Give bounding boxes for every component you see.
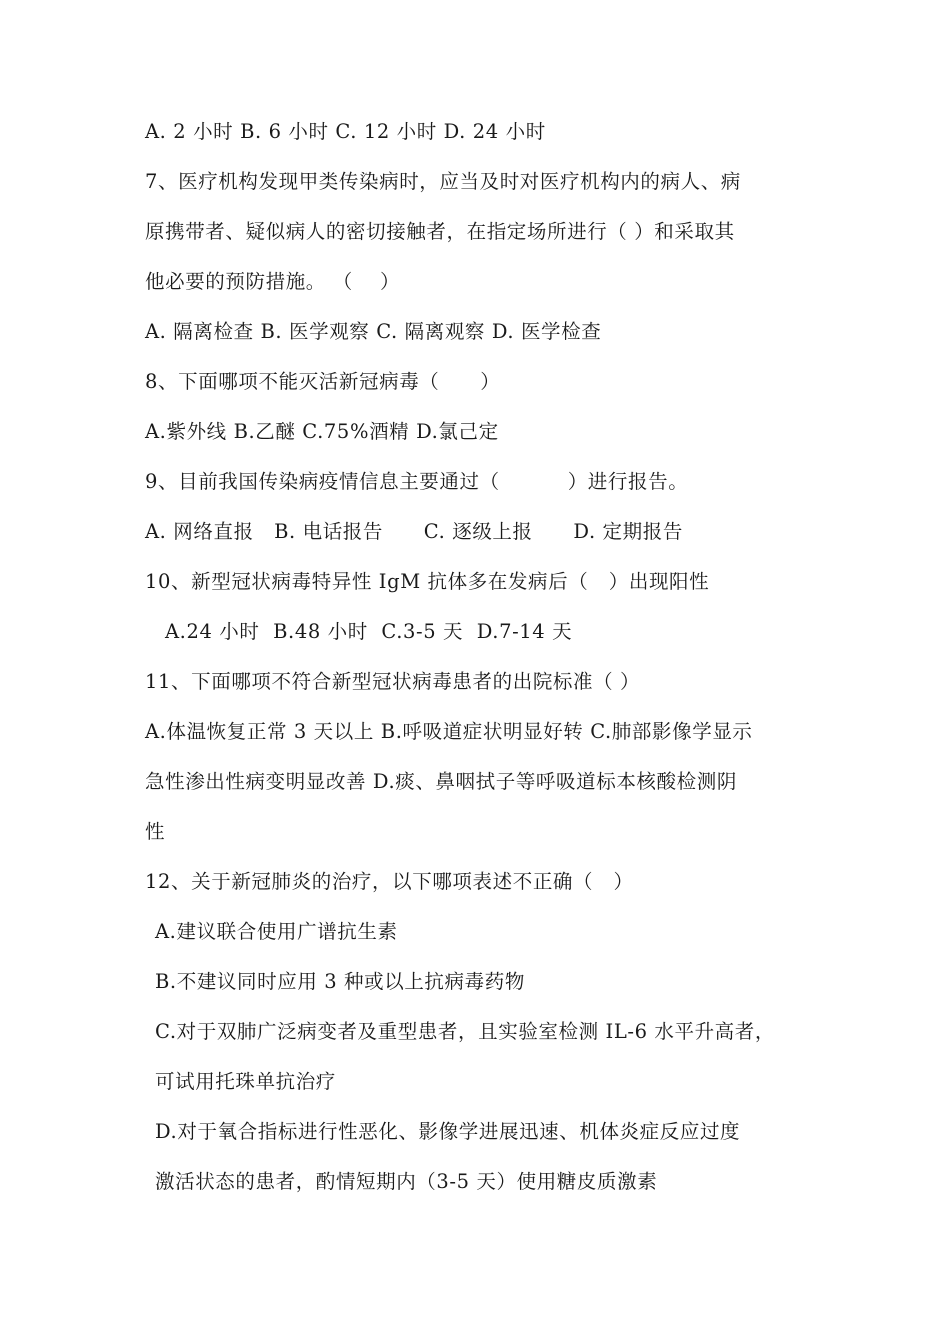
q12-option-b: B.不建议同时应用 3 种或以上抗病毒药物: [155, 970, 525, 993]
q12-option-c-line-2: 可试用托珠单抗治疗: [155, 1070, 336, 1093]
q7-stem-line-3: 他必要的预防措施。 （ ）: [145, 270, 401, 293]
q11-stem: 11、下面哪项不符合新型冠状病毒患者的出院标准（ ）: [145, 670, 641, 693]
q11-options-line-1: A.体温恢复正常 3 天以上 B.呼吸道症状明显好转 C.肺部影像学显示: [145, 720, 753, 743]
q9-options: A. 网络直报 B. 电话报告 C. 逐级上报 D. 定期报告: [145, 520, 683, 543]
q7-options: A. 隔离检查 B. 医学观察 C. 隔离观察 D. 医学检查: [145, 320, 602, 343]
q10-options: A.24 小时 B.48 小时 C.3-5 天 D.7-14 天: [165, 620, 573, 643]
q12-option-a: A.建议联合使用广谱抗生素: [155, 920, 398, 943]
q8-options: A.紫外线 B.乙醚 C.75%酒精 D.氯己定: [145, 420, 499, 443]
q12-option-d-line-1: D.对于氧合指标进行性恶化、影像学进展迅速、机体炎症反应过度: [155, 1120, 741, 1143]
q12-option-d-line-2: 激活状态的患者，酌情短期内（3-5 天）使用糖皮质激素: [155, 1170, 658, 1193]
q8-stem: 8、下面哪项不能灭活新冠病毒（ ）: [145, 370, 501, 393]
q7-stem-line-2: 原携带者、疑似病人的密切接触者，在指定场所进行（ ）和采取其: [145, 220, 735, 243]
q12-option-c-line-1: C.对于双肺广泛病变者及重型患者，且实验室检测 IL-6 水平升高者，: [155, 1020, 775, 1043]
q6-options: A. 2 小时 B. 6 小时 C. 12 小时 D. 24 小时: [145, 120, 546, 143]
q7-stem-line-1: 7、医疗机构发现甲类传染病时，应当及时对医疗机构内的病人、病: [145, 170, 741, 193]
q11-options-line-3: 性: [145, 820, 166, 843]
q12-stem: 12、关于新冠肺炎的治疗，以下哪项表述不正确（ ）: [145, 870, 634, 893]
q9-stem: 9、目前我国传染病疫情信息主要通过（ ）进行报告。: [145, 470, 689, 493]
q10-stem: 10、新型冠状病毒特异性 IgM 抗体多在发病后（ ）出现阳性: [145, 570, 710, 593]
q11-options-line-2: 急性渗出性病变明显改善 D.痰、鼻咽拭子等呼吸道标本核酸检测阴: [145, 770, 737, 793]
